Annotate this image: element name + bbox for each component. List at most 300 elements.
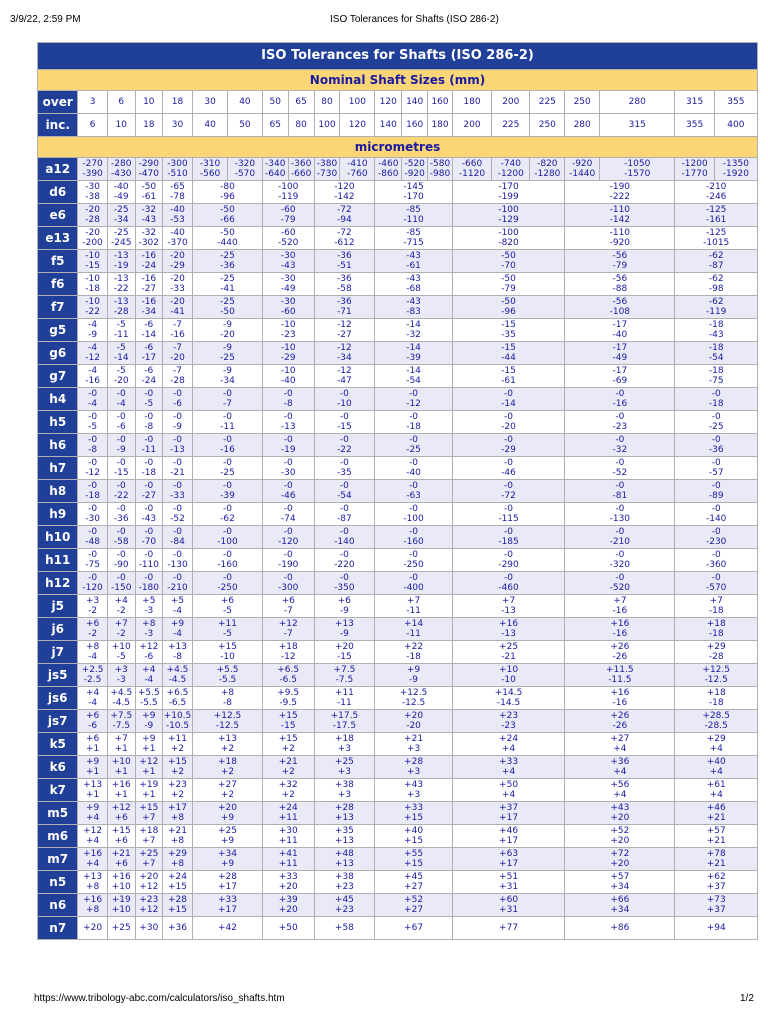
upper-deviation: +48	[334, 849, 354, 859]
lower-deviation: -2	[88, 629, 98, 639]
upper-deviation: +18	[278, 642, 298, 652]
upper-deviation: -10	[85, 251, 100, 261]
lower-deviation: -32	[612, 445, 628, 455]
upper-deviation: -12	[337, 366, 352, 376]
lower-deviation: -13	[280, 422, 296, 432]
tolerance-cell	[107, 618, 135, 641]
lower-deviation: +21	[706, 836, 726, 846]
lower-deviation: -70	[501, 261, 516, 271]
upper-deviation: +18	[706, 619, 726, 629]
section-nominal-sizes: Nominal Shaft Sizes (mm)	[38, 70, 758, 91]
tolerance-cell	[78, 917, 107, 940]
upper-deviation: +73	[706, 895, 726, 905]
tolerance-cell	[375, 894, 453, 917]
lower-deviation: -222	[609, 192, 631, 202]
size-inc-cell: 30	[162, 114, 192, 137]
lower-deviation: -129	[498, 215, 519, 225]
print-datetime: 3/9/22, 2:59 PM	[10, 14, 81, 25]
lower-deviation: -8	[223, 698, 232, 708]
lower-deviation: -12	[280, 652, 296, 662]
lower-deviation: -1120	[458, 169, 486, 179]
tolerance-cell	[107, 687, 135, 710]
size-inc-cell: 180	[428, 114, 453, 137]
tolerance-cell	[193, 434, 263, 457]
upper-deviation: -6	[144, 343, 154, 353]
upper-deviation: +18	[218, 757, 237, 767]
upper-deviation: +15	[218, 642, 237, 652]
upper-deviation: +6	[220, 596, 235, 606]
lower-deviation: -18	[141, 468, 157, 478]
upper-deviation: -0	[339, 412, 349, 422]
upper-deviation: +72	[610, 849, 630, 859]
lower-deviation: +15	[404, 859, 424, 869]
upper-deviation: +29	[167, 849, 187, 859]
upper-deviation: -30	[280, 274, 296, 284]
tolerance-cell	[107, 526, 135, 549]
lower-deviation: -32	[406, 330, 421, 340]
lower-deviation: -5	[223, 629, 232, 639]
tolerance-class-label: h11	[38, 549, 78, 572]
tolerance-cell	[135, 664, 162, 687]
upper-deviation: -5	[116, 343, 126, 353]
lower-deviation: -28	[708, 652, 724, 662]
upper-deviation: -56	[612, 297, 628, 307]
upper-deviation: +21	[167, 826, 187, 836]
lower-deviation: -470	[138, 169, 160, 179]
size-over-cell: 120	[375, 91, 402, 114]
lower-deviation: -11.5	[608, 675, 632, 685]
upper-deviation: -25	[220, 251, 235, 261]
tolerance-cell	[314, 779, 375, 802]
upper-deviation: +17.5	[330, 711, 359, 721]
tolerance-cell	[78, 595, 107, 618]
lower-deviation: -22	[113, 491, 129, 501]
tolerance-cell	[135, 549, 162, 572]
tolerance-class-label: n6	[38, 894, 78, 917]
tolerance-cell	[262, 319, 314, 342]
upper-deviation: -0	[504, 389, 514, 399]
lower-deviation: -46	[280, 491, 296, 501]
tolerance-cell	[314, 273, 375, 296]
lower-deviation: -27	[141, 491, 157, 501]
tolerance-cell	[262, 595, 314, 618]
upper-deviation: +14	[404, 619, 424, 629]
tolerance-cell	[193, 871, 263, 894]
tolerance-cell	[107, 319, 135, 342]
lower-deviation: -290	[498, 560, 519, 570]
tolerance-cell	[314, 917, 375, 940]
size-over-cell: 200	[492, 91, 530, 114]
upper-deviation: -30	[280, 297, 296, 307]
tolerance-cell	[162, 204, 192, 227]
lower-deviation: +1	[114, 767, 128, 777]
tolerance-cell	[675, 181, 758, 204]
tolerance-cell	[107, 480, 135, 503]
upper-deviation: -340	[265, 159, 286, 169]
upper-deviation: +52	[610, 826, 630, 836]
lower-deviation: -53	[170, 215, 185, 225]
tolerance-cell	[375, 296, 453, 319]
lower-deviation: +12	[139, 905, 159, 915]
tolerance-cell	[135, 687, 162, 710]
tolerance-cell	[107, 733, 135, 756]
tolerance-cell	[565, 687, 675, 710]
lower-deviation: -28.5	[704, 721, 728, 731]
upper-deviation: -0	[283, 527, 293, 537]
table-row	[38, 664, 758, 687]
tolerance-cell	[675, 733, 758, 756]
size-inc-cell: 120	[340, 114, 375, 137]
lower-deviation: -16	[170, 330, 185, 340]
upper-deviation: +26	[610, 711, 630, 721]
lower-deviation: -120	[82, 583, 103, 593]
lower-deviation: +15	[404, 836, 424, 846]
tolerance-cell	[314, 710, 375, 733]
lower-deviation: -9	[144, 721, 154, 731]
upper-deviation: -0	[504, 458, 514, 468]
lower-deviation: +23	[334, 905, 354, 915]
upper-deviation: +3	[114, 665, 128, 675]
size-over-cell: 100	[340, 91, 375, 114]
upper-deviation: +20	[218, 803, 237, 813]
upper-deviation: +24	[278, 803, 298, 813]
tolerance-cell	[107, 388, 135, 411]
upper-deviation: +12	[139, 757, 159, 767]
tolerance-cell	[565, 365, 675, 388]
upper-deviation: -7	[172, 366, 182, 376]
tolerance-cell	[375, 802, 453, 825]
tolerance-cell	[162, 342, 192, 365]
upper-deviation: +9	[406, 665, 421, 675]
upper-deviation: -0	[88, 550, 98, 560]
tolerance-cell	[314, 434, 375, 457]
tolerance-cell	[262, 388, 314, 411]
lower-deviation: -11	[406, 629, 421, 639]
upper-deviation: +25	[218, 826, 237, 836]
lower-deviation: -400	[403, 583, 424, 593]
tolerance-cell	[675, 779, 758, 802]
upper-deviation: -0	[116, 389, 126, 399]
lower-deviation: -715	[403, 238, 424, 248]
lower-deviation: -43	[708, 330, 724, 340]
tolerance-class-label: n7	[38, 917, 78, 940]
tolerance-cell	[262, 710, 314, 733]
lower-deviation: -142	[609, 215, 631, 225]
upper-deviation: -0	[88, 412, 98, 422]
lower-deviation: -520	[277, 238, 299, 248]
lower-deviation: -43	[280, 261, 296, 271]
tolerance-cell	[675, 388, 758, 411]
tolerance-cell	[675, 894, 758, 917]
tolerance-cell	[193, 641, 263, 664]
size-over-cell: 160	[428, 91, 453, 114]
lower-deviation: +21	[706, 813, 726, 823]
lower-deviation: -120	[277, 537, 299, 547]
tolerance-cell	[135, 733, 162, 756]
upper-deviation: -170	[498, 182, 519, 192]
lower-deviation: -15	[113, 468, 129, 478]
upper-deviation: +30	[139, 923, 159, 933]
lower-deviation: -54	[406, 376, 421, 386]
upper-deviation: -0	[283, 412, 293, 422]
tolerance-cell	[452, 158, 491, 181]
lower-deviation: +3	[337, 744, 352, 754]
lower-deviation: -390	[82, 169, 103, 179]
upper-deviation: +57	[610, 872, 630, 882]
upper-deviation: +3	[85, 596, 100, 606]
lower-deviation: -6	[144, 652, 154, 662]
upper-deviation: +4.5	[166, 665, 189, 675]
tolerance-class-label: d6	[38, 181, 78, 204]
lower-deviation: -18	[708, 399, 724, 409]
tolerance-cell	[78, 825, 107, 848]
lower-deviation: -246	[705, 192, 727, 202]
lower-deviation: +2	[281, 790, 295, 800]
lower-deviation: +20	[610, 813, 630, 823]
upper-deviation: +16	[111, 872, 131, 882]
lower-deviation: -57	[708, 468, 724, 478]
upper-deviation: +11	[167, 734, 187, 744]
tolerance-cell	[675, 250, 758, 273]
tolerance-cell	[452, 480, 564, 503]
upper-deviation: -32	[141, 205, 157, 215]
size-over-cell: 250	[565, 91, 600, 114]
upper-deviation: +5.5	[216, 665, 239, 675]
tolerance-cell	[78, 319, 107, 342]
lower-deviation: -119	[705, 307, 727, 317]
lower-deviation: -119	[277, 192, 299, 202]
upper-deviation: -0	[144, 481, 154, 491]
upper-deviation: -660	[461, 159, 483, 169]
tolerance-cell	[193, 319, 263, 342]
upper-deviation: -20	[170, 274, 185, 284]
table-row	[38, 618, 758, 641]
lower-deviation: -66	[220, 215, 235, 225]
upper-deviation: +25	[111, 923, 131, 933]
lower-deviation: +2	[281, 767, 295, 777]
tolerance-cell	[162, 595, 192, 618]
lower-deviation: -48	[85, 537, 100, 547]
lower-deviation: +31	[499, 905, 519, 915]
upper-deviation: +40	[404, 826, 424, 836]
tolerance-cell	[107, 250, 135, 273]
upper-deviation: +7	[709, 596, 723, 606]
table-row	[38, 273, 758, 296]
lower-deviation: -920	[609, 238, 631, 248]
tolerance-cell	[193, 365, 263, 388]
upper-deviation: -20	[170, 297, 185, 307]
lower-deviation: -10.5	[165, 721, 190, 731]
tolerance-cell	[262, 250, 314, 273]
lower-deviation: -2.5	[83, 675, 102, 685]
tolerance-cell	[565, 411, 675, 434]
tolerance-cell	[78, 733, 107, 756]
tolerance-cell	[193, 802, 263, 825]
table-row	[38, 779, 758, 802]
lower-deviation: +6	[114, 859, 128, 869]
lower-deviation: -4.5	[168, 675, 187, 685]
upper-deviation: +4.5	[110, 688, 133, 698]
upper-deviation: +39	[278, 895, 298, 905]
lower-deviation: -34	[337, 353, 352, 363]
tolerance-cell	[135, 181, 162, 204]
upper-deviation: -10	[280, 320, 296, 330]
tolerance-class-label: f7	[38, 296, 78, 319]
upper-deviation: -65	[170, 182, 185, 192]
lower-deviation: -3	[144, 629, 154, 639]
lower-deviation: -9	[88, 330, 98, 340]
upper-deviation: -0	[339, 527, 349, 537]
tolerance-cell	[452, 503, 564, 526]
tolerance-cell	[78, 296, 107, 319]
upper-deviation: -0	[339, 481, 349, 491]
lower-deviation: -74	[280, 514, 296, 524]
lower-deviation: -130	[609, 514, 631, 524]
lower-deviation: -11	[113, 330, 129, 340]
tolerance-class-label: f6	[38, 273, 78, 296]
tolerance-cell	[314, 595, 375, 618]
lower-deviation: -88	[612, 284, 628, 294]
lower-deviation: +9	[220, 859, 235, 869]
footer-url-link[interactable]: https://www.tribology-abc.com/calculators/iso_shafts.htm	[34, 993, 285, 1004]
tolerance-cell	[135, 273, 162, 296]
tolerance-cell	[135, 526, 162, 549]
table-row	[38, 802, 758, 825]
lower-deviation: -6.5	[279, 675, 297, 685]
tolerance-class-label: j6	[38, 618, 78, 641]
tolerance-cell	[78, 273, 107, 296]
lower-deviation: +6	[114, 813, 128, 823]
upper-deviation: -18	[708, 343, 724, 353]
lower-deviation: -980	[429, 169, 451, 179]
tolerance-cell	[262, 802, 314, 825]
tolerance-cell	[193, 250, 263, 273]
upper-deviation: +27	[610, 734, 630, 744]
lower-deviation: +9	[220, 813, 235, 823]
tolerance-cell	[452, 779, 564, 802]
tolerance-cell	[375, 779, 453, 802]
upper-deviation: -0	[88, 389, 98, 399]
tolerance-cell	[162, 526, 192, 549]
lower-deviation: -4	[88, 698, 98, 708]
upper-deviation: -0	[223, 504, 232, 514]
tolerance-class-label: js7	[38, 710, 78, 733]
tolerance-cell	[135, 365, 162, 388]
tolerance-cell	[314, 388, 375, 411]
upper-deviation: +94	[706, 923, 726, 933]
lower-deviation: -98	[708, 284, 724, 294]
lower-deviation: -36	[708, 445, 724, 455]
upper-deviation: -0	[504, 504, 514, 514]
tolerance-cell	[262, 779, 314, 802]
lower-deviation: -12	[406, 399, 421, 409]
tolerance-cell	[565, 250, 675, 273]
tolerance-class-label: e6	[38, 204, 78, 227]
upper-deviation: -56	[612, 251, 628, 261]
lower-deviation: -68	[406, 284, 421, 294]
lower-deviation: -5.5	[218, 675, 237, 685]
tolerance-cell	[78, 526, 107, 549]
upper-deviation: -0	[223, 412, 232, 422]
tolerance-cell	[452, 710, 564, 733]
upper-deviation: +7	[114, 734, 128, 744]
upper-deviation: +10	[111, 757, 131, 767]
tolerance-cell	[375, 871, 453, 894]
lower-deviation: -29	[280, 353, 296, 363]
tolerance-cell	[262, 664, 314, 687]
upper-deviation: +21	[278, 757, 298, 767]
upper-deviation: +34	[218, 849, 237, 859]
lower-deviation: -7	[283, 629, 293, 639]
tolerance-cell	[565, 158, 600, 181]
tolerance-cell	[193, 158, 228, 181]
lower-deviation: +12	[139, 882, 159, 892]
lower-deviation: -19	[113, 261, 129, 271]
lower-deviation: -75	[708, 376, 724, 386]
lower-deviation: -250	[403, 560, 424, 570]
upper-deviation: +7.5	[110, 711, 133, 721]
tolerance-cell	[135, 756, 162, 779]
tolerance-cell	[314, 296, 375, 319]
upper-deviation: -36	[337, 297, 352, 307]
lower-deviation: -23	[501, 721, 516, 731]
lower-deviation: -115	[498, 514, 519, 524]
tolerance-cell	[193, 733, 263, 756]
tolerance-class-label: h12	[38, 572, 78, 595]
upper-deviation: +5.5	[137, 688, 160, 698]
upper-deviation: -0	[283, 389, 293, 399]
tolerance-cell	[107, 871, 135, 894]
upper-deviation: +17	[167, 803, 187, 813]
tolerance-cell	[193, 411, 263, 434]
upper-deviation: -0	[144, 389, 154, 399]
tolerance-cell	[375, 227, 453, 250]
lower-deviation: -5	[88, 422, 98, 432]
upper-deviation: +56	[610, 780, 630, 790]
upper-deviation: +66	[610, 895, 630, 905]
lower-deviation: -58	[337, 284, 352, 294]
tolerance-cell	[492, 158, 530, 181]
upper-deviation: -0	[144, 527, 154, 537]
upper-deviation: -12	[337, 320, 352, 330]
tolerance-class-label: m5	[38, 802, 78, 825]
lower-deviation: -28	[113, 307, 129, 317]
upper-deviation: -0	[172, 458, 182, 468]
tolerance-cell	[228, 158, 263, 181]
lower-deviation: -19	[280, 445, 296, 455]
tolerance-class-label: n5	[38, 871, 78, 894]
upper-deviation: +12	[83, 826, 103, 836]
lower-deviation: +4	[613, 767, 627, 777]
upper-deviation: -1200	[681, 159, 708, 169]
upper-deviation: -0	[116, 458, 126, 468]
upper-deviation: -0	[116, 527, 126, 537]
lower-deviation: +1	[142, 790, 156, 800]
lower-deviation: -27	[337, 330, 352, 340]
size-inc-cell: 18	[135, 114, 162, 137]
tolerance-cell	[193, 273, 263, 296]
lower-deviation: +8	[85, 882, 100, 892]
lower-deviation: -41	[220, 284, 235, 294]
lower-deviation: -16	[220, 445, 235, 455]
lower-deviation: +2	[220, 790, 235, 800]
upper-deviation: -72	[337, 228, 352, 238]
lower-deviation: -15	[337, 422, 352, 432]
upper-deviation: -36	[337, 274, 352, 284]
lower-deviation: -28	[85, 215, 100, 225]
tolerance-cell	[675, 158, 714, 181]
upper-deviation: +33	[278, 872, 298, 882]
